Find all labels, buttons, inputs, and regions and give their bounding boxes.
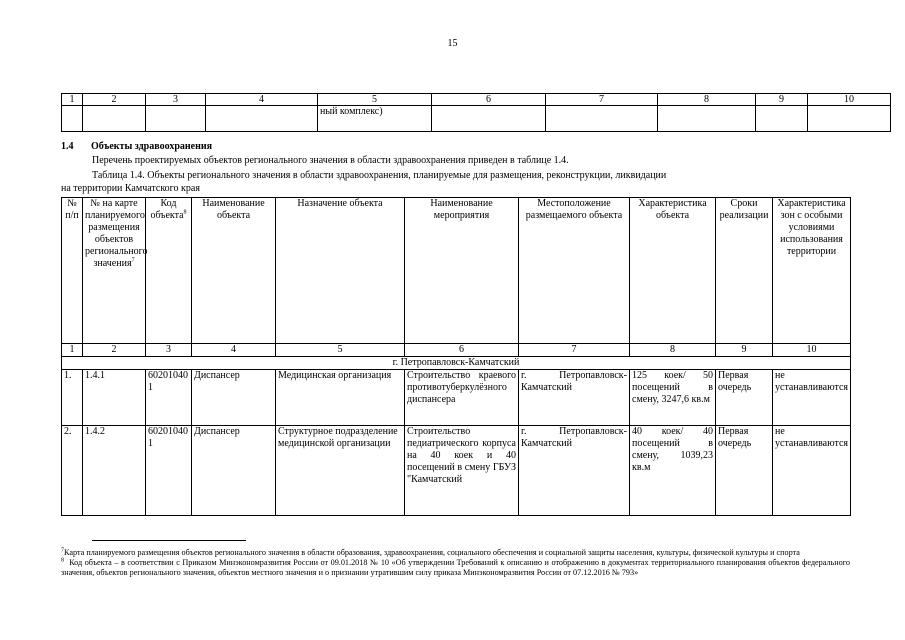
col-number: 10 bbox=[773, 344, 851, 357]
table-row bbox=[62, 370, 851, 426]
header-cell: Сроки реализации bbox=[716, 198, 773, 344]
col-number: 1 bbox=[62, 344, 83, 357]
intro-paragraph: Перечень проектируемых объектов регионального значения в области здравоохранения приведен в таблице 1.4. bbox=[92, 155, 569, 166]
col-number: 5 bbox=[276, 344, 405, 357]
page-number: 15 bbox=[447, 38, 458, 49]
col-number: 2 bbox=[83, 94, 146, 106]
object-name: Диспансер bbox=[192, 426, 276, 516]
header-cell bbox=[83, 198, 146, 344]
table-caption-line1: Таблица 1.4. Объекты регионального значения в области здравоохранения, планируемые для размещения, реконструкции, ликвидации bbox=[92, 170, 667, 181]
header-cell: Местоположение размещаемого объекта bbox=[519, 198, 630, 344]
table-row bbox=[62, 106, 891, 132]
column-number-row bbox=[62, 344, 851, 357]
object-code: 602010401 bbox=[146, 370, 192, 426]
object-characteristics: 125 коек/ 50 посещений в смену, 3247,6 кв.м bbox=[630, 370, 716, 426]
col-number: 7 bbox=[519, 344, 630, 357]
col-number: 8 bbox=[630, 344, 716, 357]
table-caption-line2: на территории Камчатского края bbox=[61, 183, 200, 194]
col-number: 4 bbox=[192, 344, 276, 357]
object-purpose: Медицинская организация bbox=[276, 370, 405, 426]
group-title: г. Петропавловск-Камчатский bbox=[62, 357, 851, 370]
table-row bbox=[62, 426, 851, 516]
col-number: 8 bbox=[658, 94, 756, 106]
col-number: 4 bbox=[206, 94, 318, 106]
footnote-text: Код объекта – в соответствии с Приказом Минэкономразвития России от 09.01.2018 № 10 «Об утверждении Требований к описанию и отображению в документах территориального планирования объектов федерального значения, объектов регионального значения, объектов местного значения и о признании утратившим силу приказа Минэкономразвития России от 07.12.2016 № 793» bbox=[61, 558, 851, 577]
header-cell: Наименование мероприятия bbox=[405, 198, 519, 344]
row-number: 1. bbox=[62, 370, 83, 426]
header-cell bbox=[146, 198, 192, 344]
col-number: 6 bbox=[405, 344, 519, 357]
object-code: 602010401 bbox=[146, 426, 192, 516]
header-text: Код объекта bbox=[150, 198, 184, 221]
col-number: 1 bbox=[62, 94, 83, 106]
group-row bbox=[62, 357, 851, 370]
col-number: 9 bbox=[756, 94, 808, 106]
footnote-ref: 7 bbox=[131, 257, 135, 264]
col-number: 10 bbox=[808, 94, 891, 106]
continued-cell: ный комплекс) bbox=[318, 106, 432, 132]
header-row bbox=[62, 198, 851, 344]
object-name: Диспансер bbox=[192, 370, 276, 426]
col-number: 9 bbox=[716, 344, 773, 357]
planned-action: Строительство краевого противотуберкулёзного диспансера bbox=[405, 370, 519, 426]
object-purpose: Структурное подразделение медицинской организации bbox=[276, 426, 405, 516]
footnote bbox=[61, 548, 850, 558]
map-number: 1.4.1 bbox=[83, 370, 146, 426]
header-cell: Назначение объекта bbox=[276, 198, 405, 344]
implementation-term: Первая очередь bbox=[716, 370, 773, 426]
header-cell: Наименование объекта bbox=[192, 198, 276, 344]
footnotes bbox=[61, 548, 850, 578]
section-number: 1.4 bbox=[61, 141, 74, 152]
special-zones: не устанавливаются bbox=[773, 370, 851, 426]
object-location: г. Петропавловск-Камчатский bbox=[519, 370, 630, 426]
special-zones: не устанавливаются bbox=[773, 426, 851, 516]
header-cell: Характеристика объекта bbox=[630, 198, 716, 344]
col-number: 2 bbox=[83, 344, 146, 357]
footnote-mark: 7 bbox=[61, 547, 64, 554]
section-title: Объекты здравоохранения bbox=[91, 141, 213, 152]
footnote bbox=[61, 558, 850, 578]
col-number: 3 bbox=[146, 344, 192, 357]
map-number: 1.4.2 bbox=[83, 426, 146, 516]
footnote-separator bbox=[92, 540, 246, 541]
footnote-ref: 8 bbox=[183, 209, 187, 216]
column-number-row bbox=[62, 94, 891, 106]
healthcare-objects-table bbox=[61, 197, 851, 516]
footnote-mark: 8 bbox=[61, 557, 64, 564]
col-number: 3 bbox=[146, 94, 206, 106]
implementation-term: Первая очередь bbox=[716, 426, 773, 516]
object-characteristics: 40 коек/ 40 посещений в смену, 1039,23 кв.м bbox=[630, 426, 716, 516]
col-number: 7 bbox=[546, 94, 658, 106]
footnote-text: Карта планируемого размещения объектов регионального значения в области образования, здравоохранения, социального обеспечения и социальной защиты населения, культуры, физической культуры и спорта bbox=[64, 548, 800, 557]
planned-action: Строительство педиатрического корпуса на 40 коек и 40 посещений в смену ГБУЗ "Камчатский bbox=[405, 426, 519, 516]
object-location: г. Петропавловск-Камчатский bbox=[519, 426, 630, 516]
section-heading bbox=[61, 141, 212, 152]
col-number: 5 bbox=[318, 94, 432, 106]
col-number: 6 bbox=[432, 94, 546, 106]
header-text: № на карте планируемого размещения объектов регионального значения bbox=[85, 198, 148, 269]
continued-table bbox=[61, 93, 891, 132]
header-cell: Характеристика зон с особыми условиями использования территории bbox=[773, 198, 851, 344]
row-number: 2. bbox=[62, 426, 83, 516]
header-cell: № п/п bbox=[62, 198, 83, 344]
